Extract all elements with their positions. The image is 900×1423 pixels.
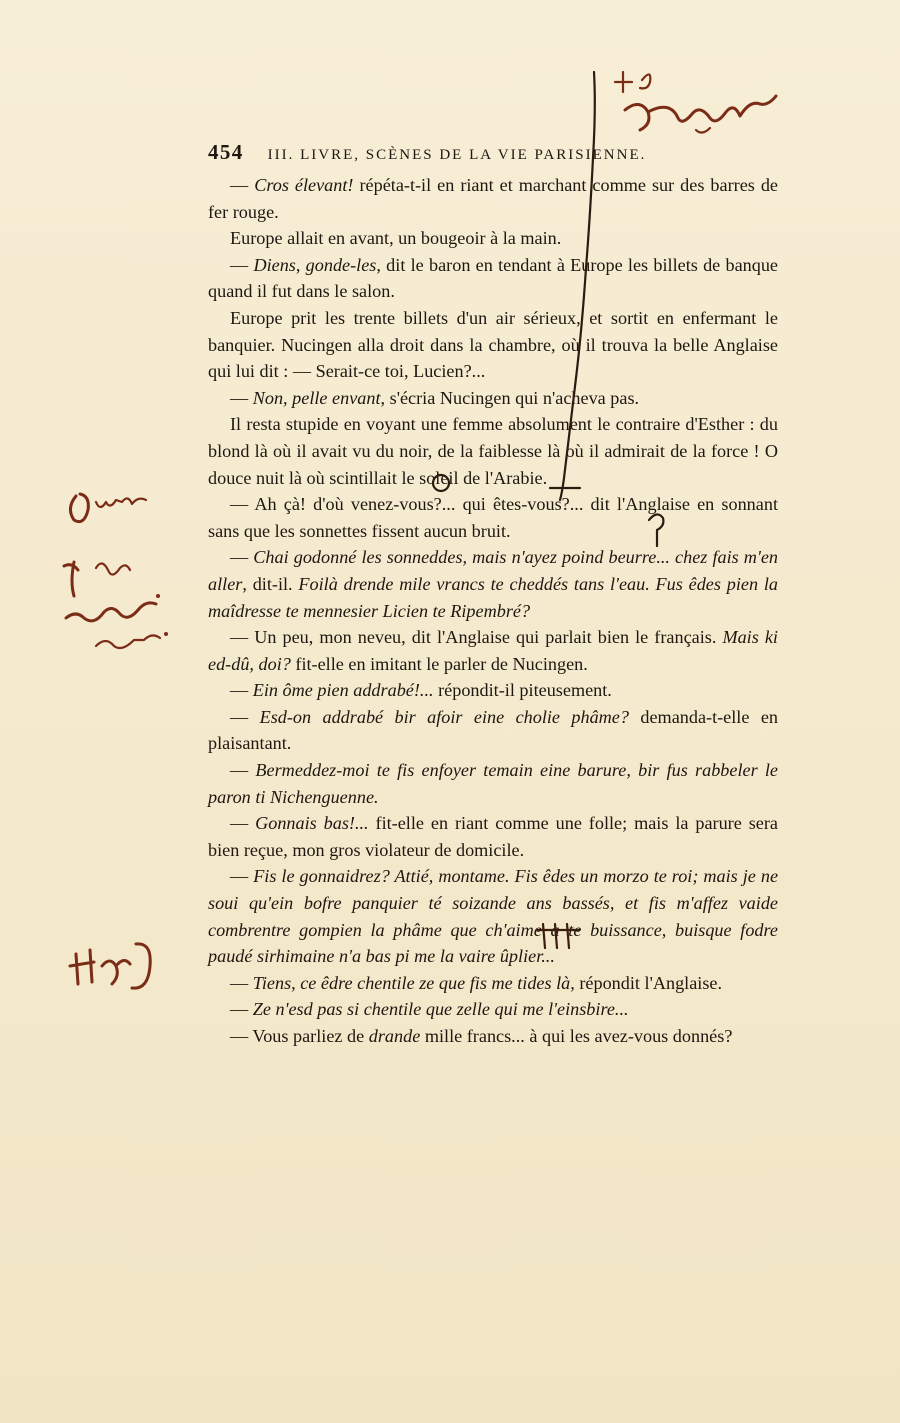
body-text <box>208 172 778 1050</box>
italic-run: Gonnais bas!... <box>255 813 369 834</box>
italic-run: Bermeddez-moi te fis enfoyer temain eine barure, bir fus rabbeler le paron ti Nichenguenne. <box>208 760 779 807</box>
paragraph <box>208 411 778 491</box>
text-run: — Vous parliez de <box>230 1026 369 1046</box>
text-run: — <box>230 813 256 834</box>
paragraph <box>208 225 778 252</box>
paragraph <box>208 757 778 810</box>
italic-run: Chai godonné les sonneddes, mais n'ayez poind beurre... chez fais m'en aller <box>208 547 778 594</box>
italic-run: Diens <box>253 254 296 275</box>
text-run: — <box>230 680 253 701</box>
text-run: — <box>230 387 253 408</box>
text-run: répondit l'Anglaise. <box>574 972 723 993</box>
italic-run: drande <box>368 1026 421 1046</box>
paragraph <box>208 1023 778 1050</box>
handwritten-note-top-right <box>600 60 790 140</box>
paragraph <box>208 544 778 624</box>
text-run: — <box>230 706 260 727</box>
text-run: — Ah çà! d'où venez-vous?... qui êtes-vous?... dit l'Anglaise en sonnant sans que les sonnettes fissent aucun bruit. <box>208 494 778 541</box>
text-run: , dit le baron en tendant à Europe les billets de banque quand il fut dans le salon. <box>208 254 779 302</box>
text-run: , <box>295 254 306 275</box>
text-run: fit-elle en riant comme une folle; mais la parure sera bien reçue, mon gros violateur de domicile. <box>208 813 778 860</box>
paragraph <box>208 996 778 1023</box>
handwritten-note-left-3 <box>66 936 166 996</box>
text-run: — <box>230 547 254 568</box>
italic-run: Esd-on addrabé bir afoir eine cholie phâme? <box>259 706 629 727</box>
page-header <box>208 140 778 170</box>
text-run: répéta-t-il en riant et marchant comme sur des barres de fer rouge. <box>208 175 779 222</box>
paragraph <box>208 172 778 225</box>
italic-run: Fis le gonnaidrez? Attié, montame. Fis êdes un morzo te roi; mais je ne soui qu'ein bofre panquier té soizande ans bassés, et fis m'affez vaide combrentre gompien la phâme que ch'aime a te buissance, buisque fodre paudé sirhimaine n'a bas pi me la vaire ûplier... <box>208 866 779 967</box>
handwritten-note-left-2 <box>56 552 176 662</box>
italic-run: Cros élevant! <box>254 175 354 195</box>
paragraph <box>208 305 778 385</box>
text-run: Europe allait en avant, un bougeoir à la main. <box>230 228 562 249</box>
text-run: — <box>230 254 254 275</box>
italic-run: Foilà drende mile vrancs te cheddés tans l'eau. Fus êdes pien la maîdresse te mennesier Licien te Ripembré? <box>208 573 778 621</box>
text-run: demanda-t-elle en plaisantant. <box>208 706 778 754</box>
page-number: 454 <box>208 140 244 164</box>
text-run: mille francs... à qui les avez-vous donnés? <box>420 1026 733 1046</box>
paragraph <box>208 704 778 757</box>
paragraph <box>208 810 778 863</box>
text-run: fit-elle en imitant le parler de Nucingen. <box>290 653 588 674</box>
italic-run: Ein ôme pien addrabé!... <box>252 680 434 701</box>
handwritten-note-left-1 <box>62 484 162 530</box>
text-run: — <box>230 999 253 1020</box>
italic-run: Non, pelle envant <box>252 387 381 408</box>
text-run: , dit-il. <box>242 573 299 594</box>
running-title: III. LIVRE, SCÈNES DE LA VIE PARISIENNE. <box>267 147 647 163</box>
text-run: Il resta stupide en voyant une femme absolument le contraire d'Esther : du blond là où il avait vu du noir, de la faiblesse là où il admirait de la force ! O douce nuit là où scintillait le soleil de l'Arabie. <box>208 414 778 488</box>
paragraph <box>208 491 778 544</box>
text-run: , s'écria Nucingen qui n'acheva pas. <box>380 387 640 408</box>
paragraph <box>208 863 778 969</box>
paragraph <box>208 252 778 305</box>
text-run: Europe prit les trente billets d'un air sérieux, et sortit en enfermant le banquier. Nucingen alla droit dans la chambre, où il trouva la belle Anglaise qui lui dit : — Serait-ce toi, Lucien?... <box>208 307 778 382</box>
italic-run: Mais ki ed-dû, doi? <box>208 627 778 674</box>
text-run: — <box>230 866 254 887</box>
italic-run: gonde-les <box>305 254 377 275</box>
text-run: — <box>230 175 255 195</box>
text-run: — Un peu, mon neveu, dit l'Anglaise qui parlait bien le français. <box>230 627 723 648</box>
italic-run: Ze n'esd pas si chentile que zelle qui me l'einsbire... <box>252 999 629 1020</box>
paragraph <box>208 677 778 704</box>
paragraph <box>208 970 778 997</box>
paragraph <box>208 385 778 412</box>
text-run: répondit-il piteusement. <box>433 680 612 701</box>
paragraph <box>208 624 778 677</box>
text-run: — <box>230 760 256 781</box>
italic-run: Tiens, ce êdre chentile ze que fis me tides là, <box>252 972 575 993</box>
text-run: — <box>230 972 253 993</box>
